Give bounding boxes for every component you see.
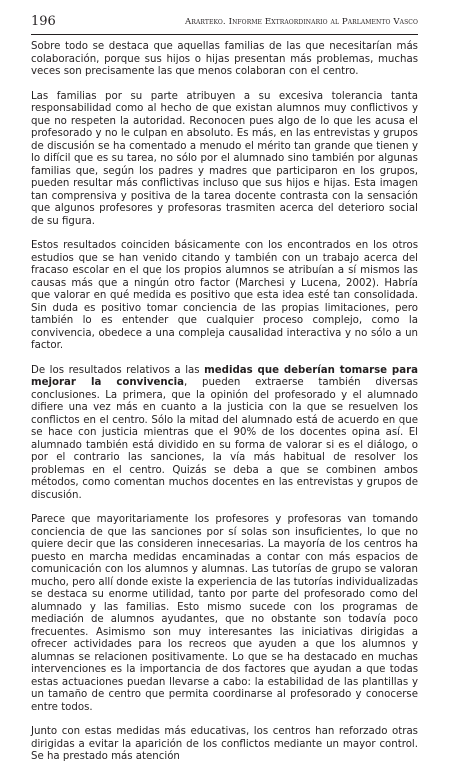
paragraph-3: Estos resultados coinciden básicamente con los encontrados en los otros estudios que se han venido citando y también con un trabajo acerca del fracaso escolar en el que los propios alumnos se atribuían a sí mismos las causas más que a ningún otro factor (Marchesi y Lucena, 2002). Habría que valorar en qué medida es positivo que esta idea esté tan consolidada. Sin duda es positivo tomar conciencia de las propias limitaciones, pero también lo es entender que cualquier proceso complejo, como la convivencia, obedece a una compleja causalidad interactiva y no sólo a un factor. xyxy=(31,240,418,351)
page-header xyxy=(31,12,418,35)
page-number: 196 xyxy=(31,14,56,29)
paragraph-6: Junto con estas medidas más educativas, los centros han reforzado otras dirigidas a evitar la aparición de los conflictos mediante un mayor control. Se ha prestado más atención xyxy=(31,726,418,762)
body-text xyxy=(31,41,418,776)
paragraph-4-rest: , pueden extraerse también diversas conclusiones. La primera, que la opinión del profesorado y el alumnado difiere una vez más en cuanto a la justicia con la que se resuelven los conflictos en el centro. Sólo la mitad del alumnado está de acuerdo en que se hace con justicia mientras que el 90% de los docentes opina así. El alumnado también está dividido en su forma de valorar si es el diálogo, o por el contrario las sanciones, la vía más habitual de resolver los problemas en el centro. Quizás se deba a que se combinen ambos métodos, como comentan muchos docentes en las entrevistas y grupos de discusión. xyxy=(31,377,418,501)
paragraph-1: Sobre todo se destaca que aquellas familias de las que necesitarían más colaboración, porque sus hijos o hijas presentan más problemas, muchas veces son precisamente las que menos colaboran con el centro. xyxy=(31,41,418,77)
paragraph-2: Las familias por su parte atribuyen a su excesiva tolerancia tanta responsabilidad como al hecho de que existan alumnos muy conflictivos y que no respeten la autoridad. Reconocen pues algo de lo que les acusa el profesorado y no le culpan en absoluto. Es más, en las entrevistas y grupos de discusión se ha comentado a menudo el mérito tan grande que tienen y lo difícil que es su tarea, no sólo por el alumnado sino también por algunas familias que, según los padres y madres que participaron en los grupos, pueden resultar más conflictivas incluso que sus hijos e hijas. Esta imagen tan comprensiva y positiva de la tarea docente contrasta con la sensación que algunos profesores y profesoras trasmiten acerca del deterioro social de su figura. xyxy=(31,90,418,227)
running-title: Ararteko. Informe Extraordinario al Parlamento Vasco xyxy=(185,17,418,27)
paragraph-5: Parece que mayoritariamente los profesores y profesoras van tomando conciencia de que las sanciones por sí solas son insuficientes, lo que no quiere decir que las consideren innecesarias. La mayoría de los centros ha puesto en marcha medidas encaminadas a contar con más espacios de comunicación con los alumnos y alumnas. Las tutorías de grupo se valoran mucho, pero allí donde existe la experiencia de las tutorías individualizadas se destaca su enorme utilidad, tanto por parte del profesorado como del alumnado y las familias. Esto mismo sucede con los programas de mediación de alumnos ayudantes, que no obstante son todavía poco frecuentes. Asimismo son muy interesantes las iniciativas dirigidas a ofrecer actividades para los recreos que ayuden a que los alumnos y alumnas se relacionen positivamente. Lo que se ha destacado en muchas intervenciones es la importancia de dos factores que ayudan a que todas estas actuaciones puedan llevarse a cabo: la estabilidad de las plantillas y un tamaño de centro que permita coordinarse al profesorado y conocerse entre todos. xyxy=(31,514,418,713)
paragraph-4 xyxy=(31,365,418,503)
highlighted-phrase: medidas que deberían tomarse para mejorar la convivencia xyxy=(31,364,419,388)
paragraph-4-intro: De los resultados relativos a las xyxy=(31,364,205,376)
